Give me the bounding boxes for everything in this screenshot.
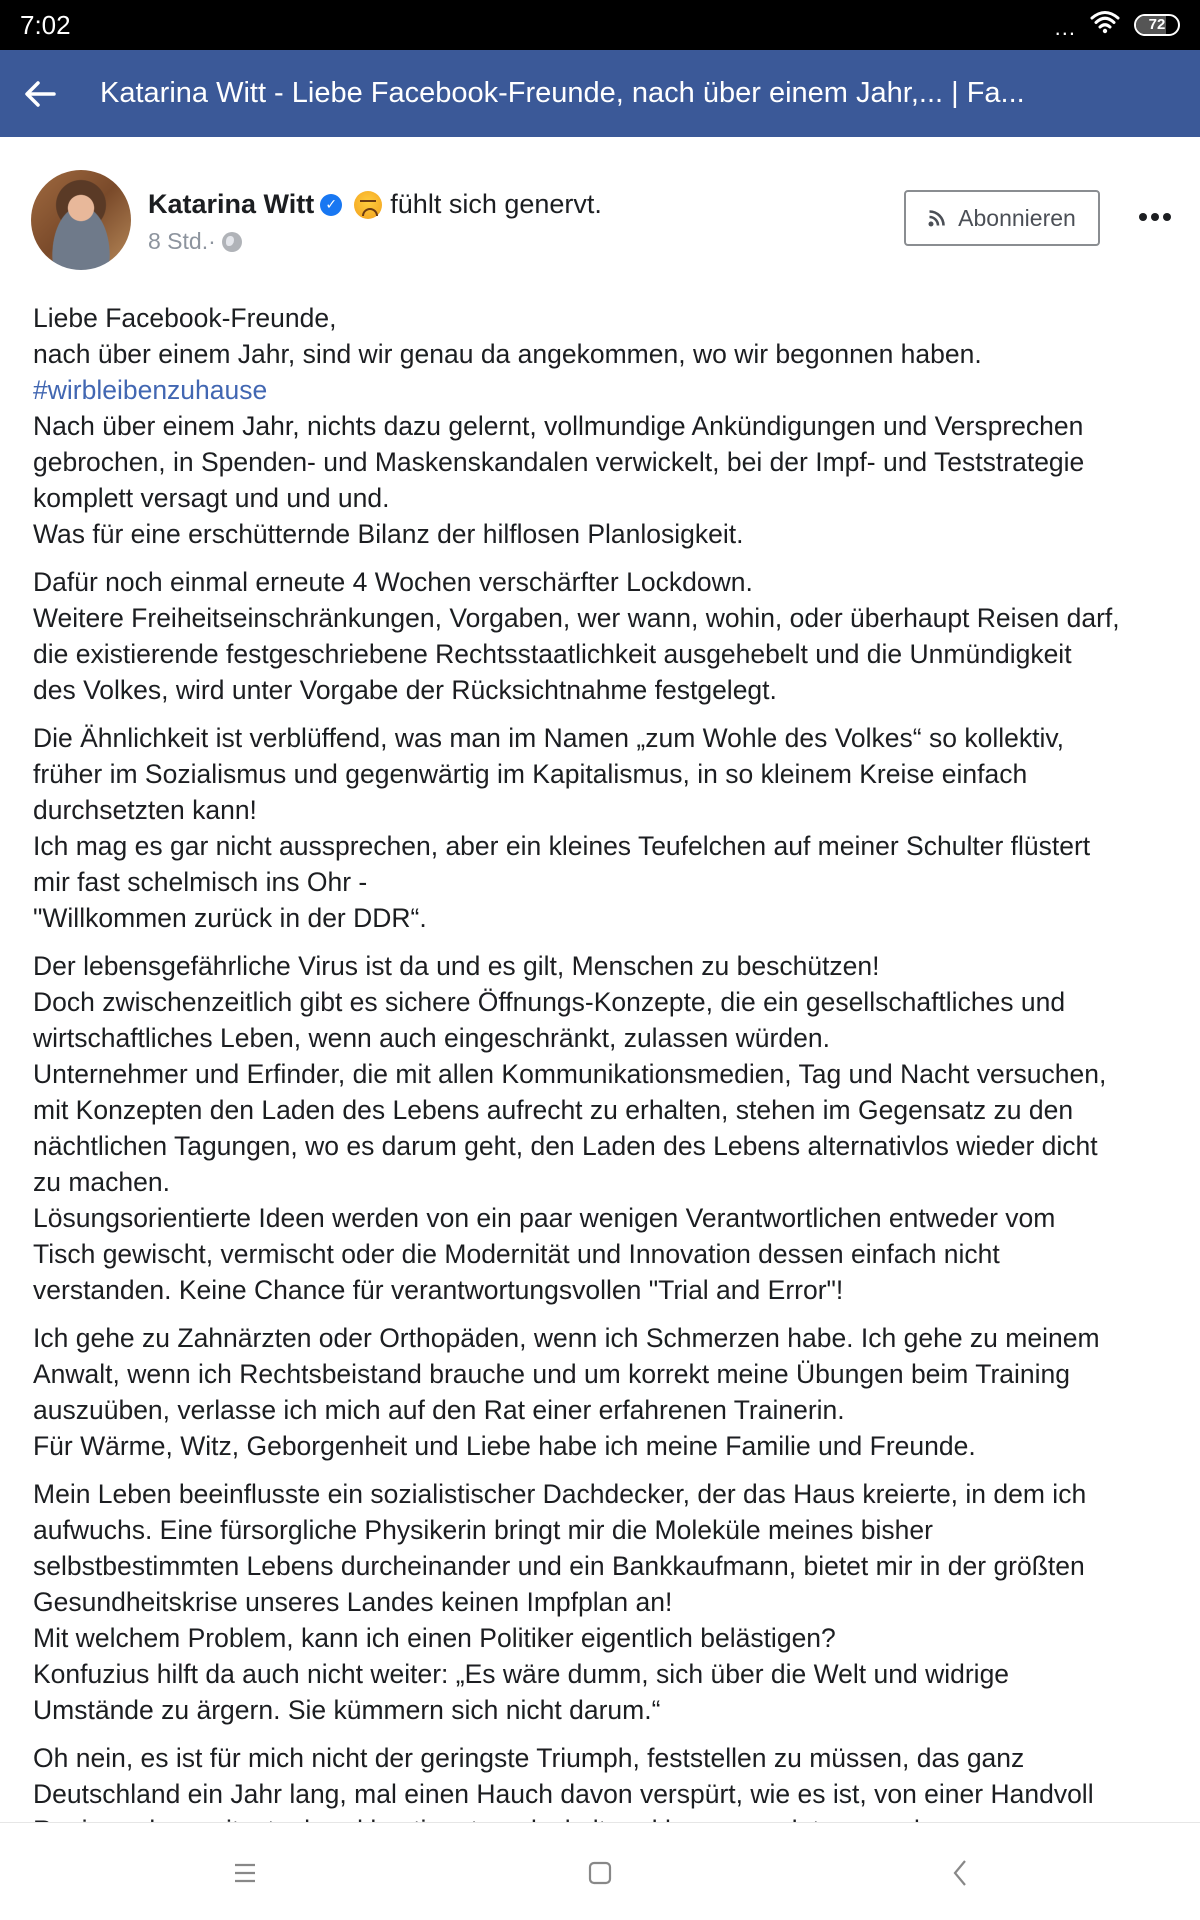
status-icons	[1055, 10, 1180, 39]
post-text-line: früher im Sozialismus und gegenwärtig im Kapitalismus, in so kleinem Kreise einfach	[33, 759, 1028, 789]
post-text-line: Die Ähnlichkeit ist verblüffend, was man im Namen „zum Wohle des Volkes“ so kollektiv,	[33, 723, 1064, 753]
verified-badge-icon: ✓	[320, 194, 342, 216]
home-icon	[587, 1860, 613, 1886]
status-time: 7:02	[20, 10, 71, 40]
post-text-line: Mit welchem Problem, kann ich einen Politiker eigentlich belästigen?	[33, 1623, 836, 1653]
dot-icon	[1139, 213, 1147, 221]
post-text-line: Ich gehe zu Zahnärzten oder Orthopäden, wenn ich Schmerzen habe. Ich gehe zu meinem	[33, 1323, 1100, 1353]
post-text-line: Gesundheitskrise unseres Landes keinen Impfplan an!	[33, 1587, 673, 1617]
dot-icon	[1163, 213, 1171, 221]
post-text-line: Dafür noch einmal erneute 4 Wochen verschärfter Lockdown.	[33, 567, 753, 597]
post-text-line: verstanden. Keine Chance für verantwortungsvollen "Trial and Error"!	[33, 1275, 844, 1305]
system-nav-bar	[0, 1822, 1200, 1920]
post-body	[33, 300, 1173, 1860]
post-text-line: Für Wärme, Witz, Geborgenheit und Liebe habe ich meine Familie und Freunde.	[33, 1431, 976, 1461]
subscribe-label: Abonnieren	[958, 204, 1076, 231]
post-timestamp[interactable]: 8 Std.	[148, 228, 209, 254]
post-text-line: Deutschland ein Jahr lang, mal einen Hauch davon verspürt, wie es ist, von einer Handvoll	[33, 1779, 1094, 1809]
post-text-line: Umstände zu ärgern. Sie kümmern sich nicht darum.“	[33, 1695, 661, 1725]
post-text-line: Nach über einem Jahr, nichts dazu gelernt, vollmundige Ankündigungen und Versprechen	[33, 411, 1084, 441]
post-text-line: auszuüben, verlasse ich mich auf den Rat einer erfahrenen Trainerin.	[33, 1395, 845, 1425]
post-meta	[148, 228, 242, 255]
post-text-line: nächtlichen Tagungen, wo es darum geht, den Laden des Lebens alternativlos wieder dicht	[33, 1131, 1098, 1161]
post-text-line: aufwuchs. Eine fürsorgliche Physikerin bringt mir die Moleküle meines bisher	[33, 1515, 933, 1545]
globe-icon	[222, 232, 242, 252]
menu-button[interactable]	[225, 1853, 265, 1893]
post-text-line: des Volkes, wird unter Vorgabe der Rücksichtnahme festgelegt.	[33, 675, 777, 705]
dot-icon	[1151, 213, 1159, 221]
post-text-line: Der lebensgefährliche Virus ist da und es gilt, Menschen zu beschützen!	[33, 951, 880, 981]
post-paragraph	[33, 300, 1173, 552]
author-line	[148, 189, 602, 220]
post-text-line: Unternehmer und Erfinder, die mit allen Kommunikationsmedien, Tag und Nacht versuchen,	[33, 1059, 1107, 1089]
back-nav-button[interactable]	[940, 1853, 980, 1893]
post-paragraph	[33, 720, 1173, 936]
post-text-line: gebrochen, in Spenden- und Maskenskandalen verwickelt, bei der Impf- und Teststrategie	[33, 447, 1085, 477]
post-paragraph	[33, 564, 1173, 708]
notification-dots-icon: ...	[1054, 14, 1076, 40]
hashtag-link[interactable]: #wirbleibenzuhause	[33, 375, 268, 405]
rss-icon	[928, 209, 946, 227]
author-name[interactable]: Katarina Witt	[148, 189, 315, 219]
post-text-line: mit Konzepten den Laden des Lebens aufrecht zu erhalten, stehen im Gegensatz zu den	[33, 1095, 1074, 1125]
more-options-button[interactable]	[1130, 199, 1180, 235]
post-text-line: Doch zwischenzeitlich gibt es sichere Öffnungs-Konzepte, die ein gesellschaftliches und	[33, 987, 1066, 1017]
status-bar	[0, 0, 1200, 50]
post-text-line: Oh nein, es ist für mich nicht der geringste Triumph, feststellen zu müssen, das ganz	[33, 1743, 1025, 1773]
post-text-line: komplett versagt und und und.	[33, 483, 390, 513]
arrow-left-icon	[24, 80, 56, 108]
post-text-line: durchsetzten kann!	[33, 795, 257, 825]
post-text-line: Konfuzius hilft da auch nicht weiter: „Es wäre dumm, sich über die Welt und widrige	[33, 1659, 1010, 1689]
post-text-line: mir fast schelmisch ins Ohr -	[33, 867, 368, 897]
post-text-line: nach über einem Jahr, sind wir genau da angekommen, wo wir begonnen haben.	[33, 339, 982, 369]
post-text-line: wirtschaftliches Leben, wenn auch eingeschränkt, zulassen würden.	[33, 1023, 830, 1053]
battery-level: 72	[1148, 16, 1166, 33]
battery-icon	[1134, 14, 1180, 36]
angry-face-icon	[354, 191, 382, 219]
post-text-line: Liebe Facebook-Freunde,	[33, 303, 337, 333]
menu-icon	[233, 1862, 257, 1884]
post-text-line: Mein Leben beeinflusste ein sozialistischer Dachdecker, der das Haus kreierte, in dem ich	[33, 1479, 1087, 1509]
back-button[interactable]	[0, 50, 80, 137]
subscribe-button[interactable]	[904, 190, 1100, 246]
wifi-icon	[1090, 10, 1120, 39]
post-text-line: Weitere Freiheitseinschränkungen, Vorgaben, wer wann, wohin, oder überhaupt Reisen darf,	[33, 603, 1120, 633]
post-text-line: Tisch gewischt, vermischt oder die Modernität und Innovation dessen einfach nicht	[33, 1239, 1000, 1269]
post-text-line: die existierende festgeschriebene Rechtsstaatlichkeit ausgehebelt und die Unmündigkeit	[33, 639, 1072, 669]
post-paragraph	[33, 1476, 1173, 1728]
post-text-line: Was für eine erschütternde Bilanz der hilflosen Planlosigkeit.	[33, 519, 744, 549]
avatar[interactable]	[31, 170, 131, 270]
app-bar	[0, 50, 1200, 137]
post-header	[0, 137, 1200, 287]
post-text-line: Lösungsorientierte Ideen werden von ein paar wenigen Verantwortlichen entweder vom	[33, 1203, 1056, 1233]
page-title: Katarina Witt - Liebe Facebook-Freunde, nach über einem Jahr,... | Fa...	[100, 77, 1025, 109]
post-paragraph	[33, 948, 1173, 1308]
post-text-line: "Willkommen zurück in der DDR“.	[33, 903, 427, 933]
post-text-line: Ich mag es gar nicht aussprechen, aber ein kleines Teufelchen auf meiner Schulter flüstert	[33, 831, 1091, 861]
post-text-line: selbstbestimmten Lebens durcheinander und ein Bankkaufmann, bietet mir in der größten	[33, 1551, 1085, 1581]
home-button[interactable]	[580, 1853, 620, 1893]
feeling-text: fühlt sich genervt.	[390, 189, 602, 219]
meta-separator: ·	[208, 228, 216, 254]
back-icon	[950, 1859, 970, 1887]
post-text-line: zu machen.	[33, 1167, 170, 1197]
post-text-line: Anwalt, wenn ich Rechtsbeistand brauche und um korrekt meine Übungen beim Training	[33, 1359, 1071, 1389]
post-paragraph	[33, 1320, 1173, 1464]
